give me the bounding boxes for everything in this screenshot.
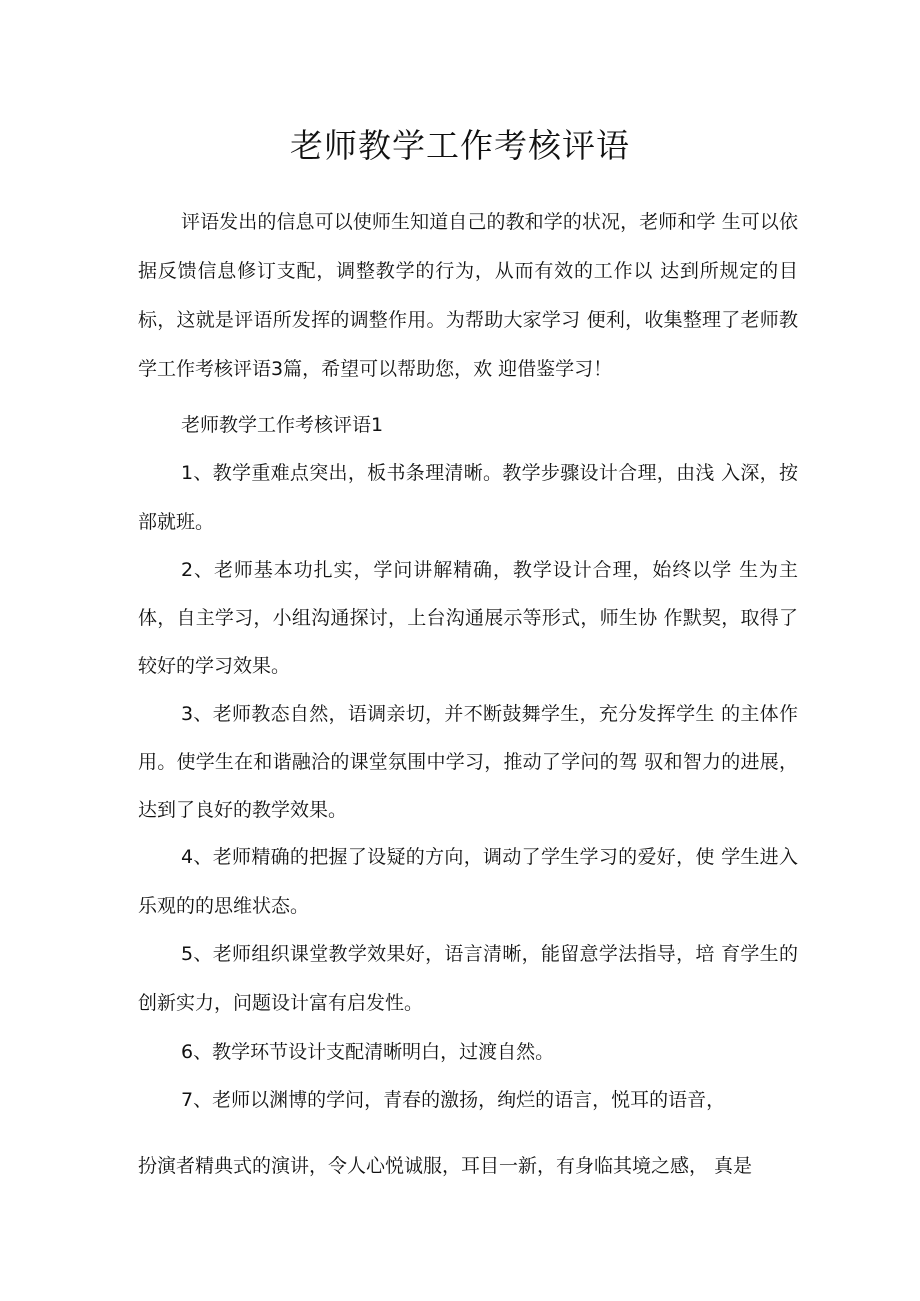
list-item: 7、老师以渊博的学问，青春的激扬，绚烂的语言，悦耳的语音， [181,1089,726,1111]
document-title: 老师教学工作考核评语 [290,126,630,165]
list-item: 6、教学环节设计支配清晰明白，过渡自然。 [181,1041,555,1063]
continuation-paragraph: 扮演者精典式的演讲，令人心悦诚服，耳目一新，有身临其境之感， 真是 [138,1155,753,1177]
list-item: 3、老师教态自然，语调亲切，并不断鼓舞学生，充分发挥学生 的主体作用。使学生在和谐融洽的课堂氛围中学习，推动了学问的驾 驭和智力的进展，达到了良好的教学效果。 [138,703,798,821]
section-title: 老师教学工作考核评语1 [181,414,384,436]
list-item: 5、老师组织课堂教学效果好，语言清晰，能留意学法指导，培 育学生的创新实力，问题设计富有启发性。 [138,943,798,1014]
list-item: 4、老师精确的把握了设疑的方向，调动了学生学习的爱好，使 学生进入乐观的的思维状态。 [138,846,798,917]
list-item: 1、教学重难点突出，板书条理清晰。教学步骤设计合理，由浅 入深，按部就班。 [138,462,798,533]
intro-paragraph: 评语发出的信息可以使师生知道自己的教和学的状况，老师和学 生可以依据反馈信息修订支配，调整教学的行为，从而有效的工作以 达到所规定的目标，这就是评语所发挥的调整作用。为帮助大家学习 便利，收集整理了老师教学工作考核评语3篇，希望可以帮助您，欢 迎借鉴学习！ [138,211,798,380]
list-item: 2、老师基本功扎实，学问讲解精确，教学设计合理，始终以学 生为主体，自主学习，小组沟通探讨，上台沟通展示等形式，师生协 作默契，取得了较好的学习效果。 [138,559,798,677]
